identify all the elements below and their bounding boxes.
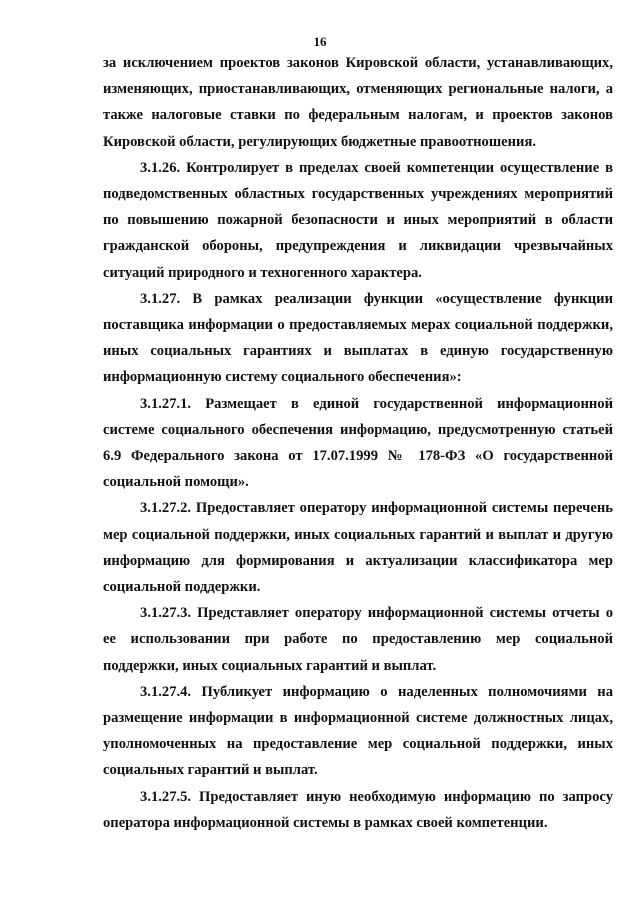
paragraph-continuation: за исключением проектов законов Кировской области, устанавливающих, изменяющих, приостанавливающих, отменяющих региональные налоги, а также налоговые ставки по федеральным налогам, и проектов законов Кировской области, регулирующих бюджетные правоотношения. bbox=[103, 55, 613, 150]
paragraph-3-1-26: 3.1.26. Контролирует в пределах своей компетенции осуществление в подведомственных областных государственных учреждениях мероприятий по повышению пожарной безопасности и иных мероприятий в области гражданской обороны, предупреждения и ликвидации чрезвычайных ситуаций природного и техногенного характера. bbox=[103, 159, 613, 281]
paragraph-3-1-27-3: 3.1.27.3. Представляет оператору информационной системы отчеты о ее использовании при работе по предоставлению мер социальной поддержки, иных социальных гарантий и выплат. bbox=[103, 605, 613, 674]
paragraph-3-1-27: 3.1.27. В рамках реализации функции «осуществление функции поставщика информации о предоставляемых мерах социальной поддержки, иных социальных гарантиях и выплатах в единую государственную информационную систему социального обеспечения»: bbox=[103, 290, 613, 386]
document-body bbox=[103, 50, 613, 836]
paragraph-3-1-27-5: 3.1.27.5. Предоставляет иную необходимую информацию по запросу оператора информационной системы в рамках своей компетенции. bbox=[103, 788, 613, 831]
paragraph-3-1-27-4: 3.1.27.4. Публикует информацию о наделенных полномочиями на размещение информации в информационной системе должностных лицах, уполномоченных на предоставление мер социальной поддержки, иных социальных гарантий и выплат. bbox=[103, 683, 613, 779]
page-number: 16 bbox=[313, 34, 327, 49]
paragraph-3-1-27-2: 3.1.27.2. Предоставляет оператору информационной системы перечень мер социальной поддержки, иных социальных гарантий и выплат и другую информацию для формирования и актуализации классификатора мер социальной поддержки. bbox=[103, 500, 613, 596]
paragraph-3-1-27-1: 3.1.27.1. Размещает в единой государственной информационной системе социального обеспечения информацию, предусмотренную статьей 6.9 Федерального закона от 17.07.1999 № 178-ФЗ «О государственной социальной помощи». bbox=[103, 395, 613, 491]
